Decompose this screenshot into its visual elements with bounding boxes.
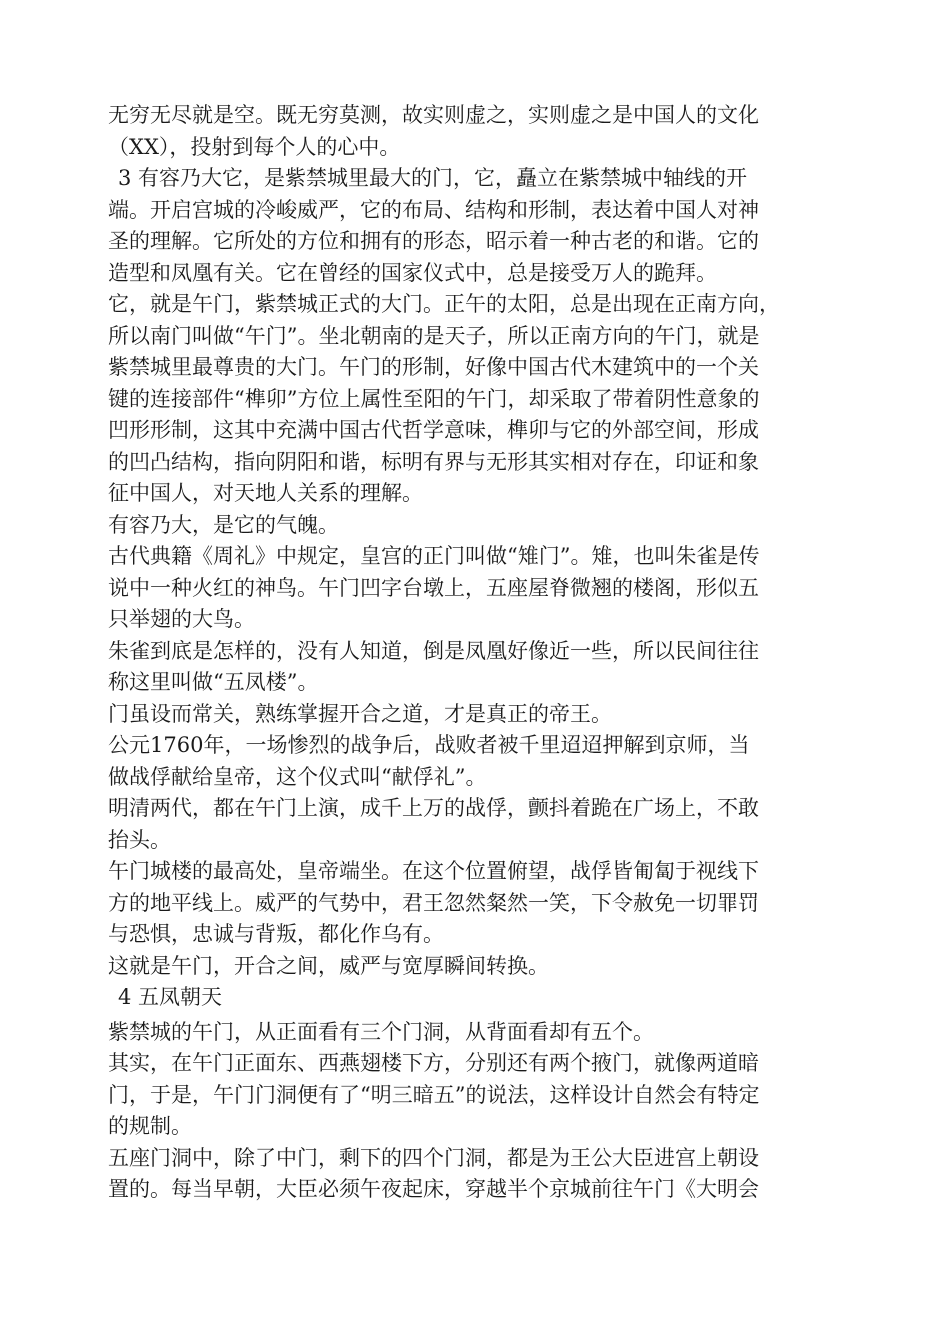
text-line-8: 所以南门叫做“午门”。坐北朝南的是天子，所以正南方向的午门，就是 [108, 323, 760, 348]
text-line-34: 五座门洞中，除了中门，剩下的四个门洞，都是为王公大臣进宫上朝设 [108, 1145, 759, 1170]
text-line-28: 这就是午门，开合之间，威严与宽厚瞬间转换。 [108, 953, 549, 978]
text-line-21: 公元1760年，一场惨烈的战争后，战败者被千里迢迢押解到京师，当 [108, 733, 750, 757]
text-line-1: 无穷无尽就是空。既无穷莫测，故实则虚之，实则虚之是中国人的文化 [108, 103, 759, 127]
text-line-15: 古代典籍《周礼》中规定，皇宫的正门叫做“雉门”。雉，也叫朱雀是传 [108, 544, 760, 568]
document-page [108, 100, 838, 1206]
text-line-19: 称这里叫做“五凤楼”。 [108, 670, 319, 694]
text-line-22: 做战俘献给皇帝，这个仪式叫“献俘礼”。 [108, 764, 487, 789]
text-line-9: 紫禁城里最尊贵的大门。午门的形制，好像中国古代木建筑中的一个关 [108, 355, 759, 379]
text-line-33: 的规制。 [108, 1114, 192, 1138]
text-line-7: 它，就是午门，紫禁城正式的大门。正午的太阳，总是出现在正南方向， [108, 292, 780, 316]
text-line-10: 键的连接部件“榫卯”方位上属性至阳的午门，却采取了带着阴性意象的 [108, 386, 760, 411]
text-line-6: 造型和凤凰有关。它在曾经的国家仪式中，总是接受万人的跪拜。 [108, 260, 717, 285]
text-line-23: 明清两代，都在午门上演，成千上万的战俘，颤抖着跪在广场上，不敢 [108, 796, 759, 820]
text-line-13: 征中国人，对天地人关系的理解。 [108, 481, 423, 505]
text-line-20: 门虽设而常关，熟练掌握开合之道，才是真正的帝王。 [108, 701, 612, 726]
text-line-14: 有容乃大，是它的气魄。 [108, 512, 339, 537]
text-line-12: 的凹凸结构，指向阴阳和谐，标明有界与无形其实相对存在，印证和象 [108, 449, 759, 474]
text-line-31: 其实，在午门正面东、西燕翅楼下方，分别还有两个掖门，就像两道暗 [108, 1051, 759, 1075]
section-heading-4: 4 五凤朝天 [118, 985, 223, 1009]
text-line-30: 紫禁城的午门，从正面看有三个门洞，从背面看却有五个。 [108, 1019, 654, 1044]
text-line-11: 凹形形制，这其中充满中国古代哲学意味，榫卯与它的外部空间，形成 [108, 418, 759, 442]
text-line-27: 与恐惧，忠诚与背叛，都化作乌有。 [108, 922, 444, 946]
text-line-18: 朱雀到底是怎样的，没有人知道，倒是凤凰好像近一些，所以民间往往 [108, 638, 759, 663]
text-line-4: 端。开启宫城的冷峻威严，它的布局、结构和形制，表达着中国人对神 [108, 197, 759, 222]
text-line-5: 圣的理解。它所处的方位和拥有的形态，昭示着一种古老的和谐。它的 [108, 229, 759, 253]
text-line-35: 置的。每当早朝，大臣必须午夜起床，穿越半个京城前往午门《大明会 [108, 1177, 759, 1201]
text-line-26: 方的地平线上。威严的气势中，君王忽然粲然一笑，下令赦免一切罪罚 [108, 890, 759, 915]
text-line-25: 午门城楼的最高处，皇帝端坐。在这个位置俯望，战俘皆匍匐于视线下 [108, 859, 759, 883]
text-line-32: 门，于是，午门门洞便有了“明三暗五”的说法，这样设计自然会有特定 [108, 1082, 760, 1107]
text-line-24: 抬头。 [108, 827, 171, 852]
section-heading-3: 3 有容乃大它，是紫禁城里最大的门，它，矗立在紫禁城中轴线的开 [118, 166, 748, 190]
text-line-2: （XX），投射到每个人的心中。 [108, 134, 401, 159]
text-line-17: 只举翅的大鸟。 [108, 607, 255, 631]
text-line-16: 说中一种火红的神鸟。午门凹字台墩上，五座屋脊微翘的楼阁，形似五 [108, 575, 759, 600]
